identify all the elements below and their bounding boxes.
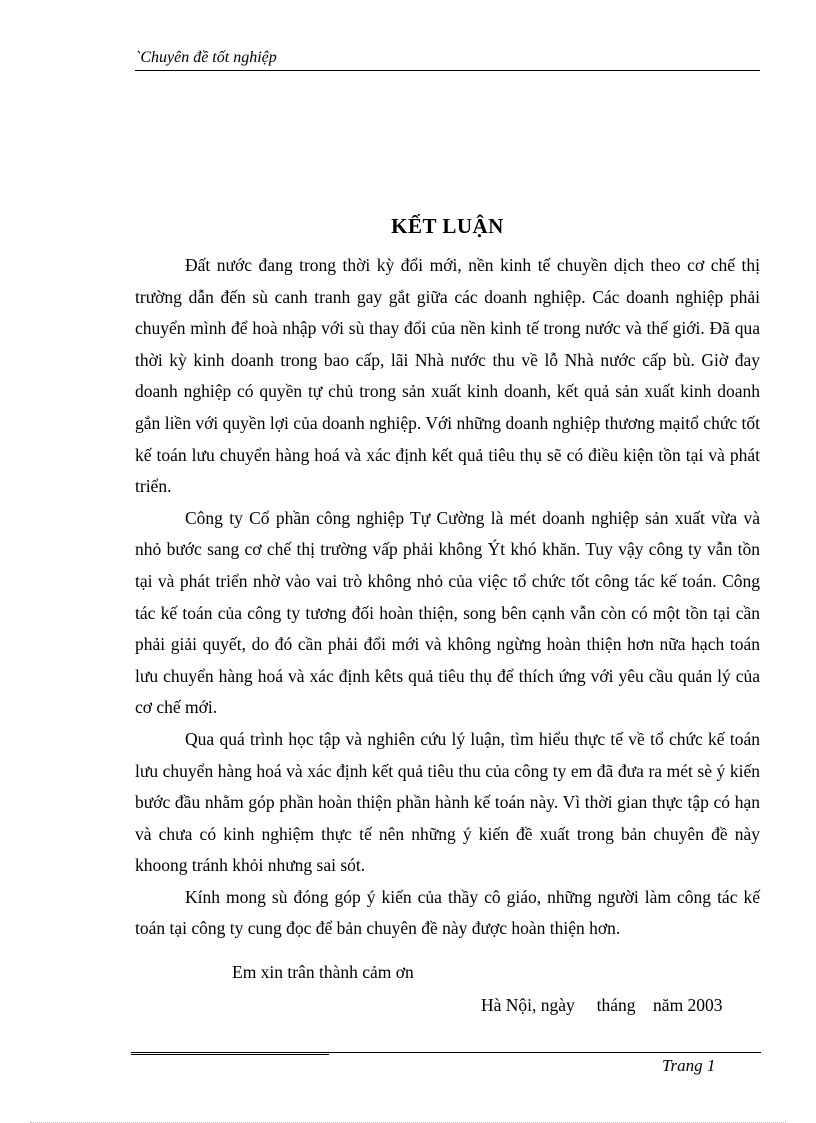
header-divider (135, 70, 760, 71)
document-body (135, 250, 760, 945)
section-title: KẾT LUẬN (391, 214, 504, 238)
page-number: Trang 1 (662, 1056, 716, 1075)
date-line: Hà Nội, ngày tháng năm 2003 (481, 995, 723, 1015)
footer-divider-short (131, 1054, 329, 1055)
paragraph-2: Công ty Cổ phần công nghiệp Tự Cường là mét doanh nghiệp sản xuất vừa và nhỏ bước sang cơ chế thị trường vấp phải không Ýt khó khăn. Tuy vậy công ty vẫn tồn tại và phát triển nhờ vào vai trò không nhỏ của việc tổ chức tốt công tác kế toán. Công tác kế toán của công ty tương đối hoàn thiện, song bên cạnh vẫn còn có một tồn tại cần phải giải quyết, do đó cần phải đổi mới và không ngừng hoàn thiện hơn nữa hạch toán lưu chuyển hàng hoá và xác định kêts quả tiêu thụ để thích ứng với yêu cầu quản lý của cơ chế mới. (135, 507, 760, 718)
paragraph-4: Kính mong sù đóng góp ý kiến của thầy cô giáo, những người làm công tác kế toán tại công ty cung đọc để bản chuyên đề này được hoàn thiện hơn. (135, 886, 760, 939)
closing-line: Em xin trân thành cảm ơn (232, 962, 414, 982)
paragraph-1: Đất nước đang trong thời kỳ đổi mới, nền kinh tế chuyền dịch theo cơ chế thị trường dẫn đến sù canh tranh gay gắt giữa các doanh nghiệp. Các doanh nghiệp phải chuyển mình để hoà nhập với sù thay đổi của nền kinh tế trong nước và thế giới. Đã qua thời kỳ kinh doanh trong bao cấp, lãi Nhà nước thu về lỗ Nhà nước cấp bù. Giờ đay doanh nghiệp có quyền tự chủ trong sản xuất kinh doanh, kết quả sản xuất kinh doanh gắn liền với quyền lợi của doanh nghiệp. Với những doanh nghiệp thương mạitổ chức tốt kế toán lưu chuyển hàng hoá và xác định kết quả tiêu thụ sẽ có điều kiện tồn tại và phát triển. (135, 255, 760, 497)
footer-divider (131, 1052, 761, 1053)
running-header: `Chuyên đề tốt nghiệp (135, 49, 277, 66)
paragraph-3: Qua quá trình học tập và nghiên cứu lý luận, tìm hiểu thực tế về tổ chức kế toán lưu chuyển hàng hoá và xác định kết quả tiêu thu của công ty em đã đưa ra mét sè ý kiến bước đầu nhằm góp phần hoàn thiện phần hành kế toán này. Vì thời gian thực tập có hạn và chưa có kinh nghiệm thực tế nên những ý kiến đề xuất trong bản chuyên đề này khoong tránh khỏi nhưng sai sót. (135, 728, 760, 876)
